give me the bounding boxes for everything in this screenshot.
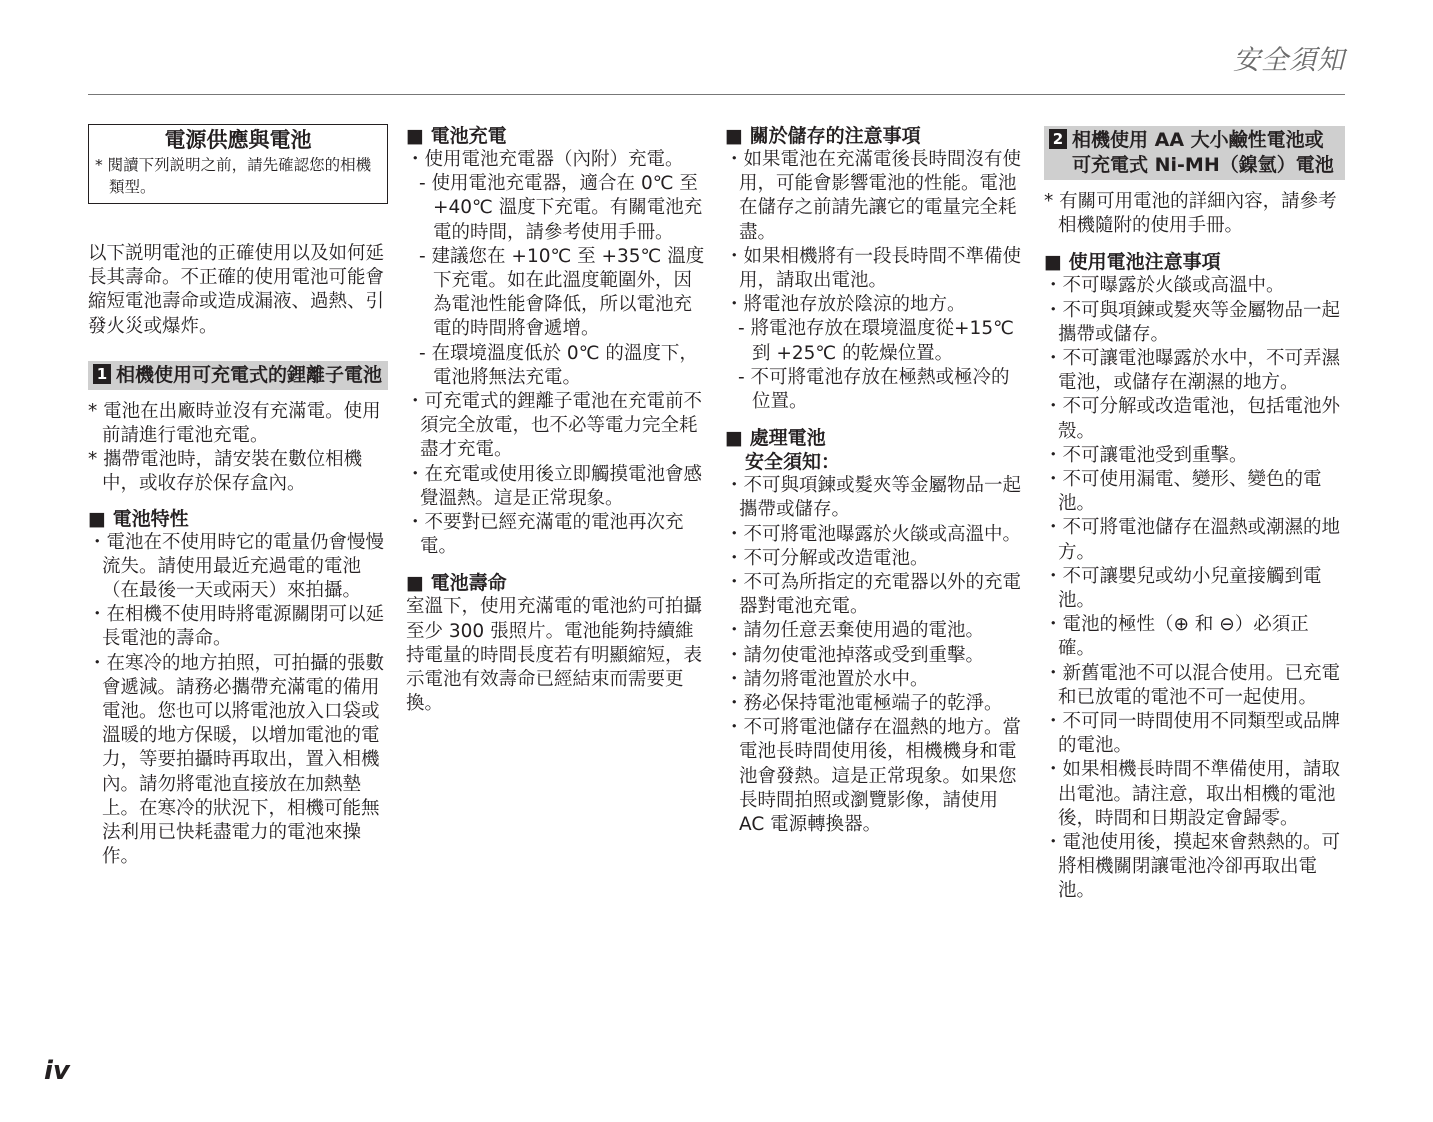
column-3 [725,124,1025,837]
bullet-item: ・請勿將電池置於水中。 [725,668,929,690]
bullet-item: ・不可分解或改造電池。 [725,547,929,569]
subsection-band-1 [88,361,388,390]
subsection-title: 相機使用可充電式的鋰離子電池 [116,363,383,386]
bullet-item: ・在充電或使用後立即觸摸電池會感覺溫熱。這是正常現象。 [406,463,703,509]
bullet-item: ・不可與項鍊或髮夾等金屬物品一起攜帶或儲存。 [1044,299,1341,345]
subheading-safety: 安全須知： [745,451,841,474]
bullet-item: ・可充電式的鋰離子電池在充電前不須完全放電，也不必等電力完全耗盡才充電。 [406,391,703,461]
bullet-item: ・不可讓電池受到重擊。 [1044,444,1248,466]
intro-paragraph: 以下説明電池的正確使用以及如何延長其壽命。不正確的使用電池可能會縮短電池壽命或造成漏液、過熱、引發火災或爆炸。 [88,243,385,337]
dash-item: - 在環境溫度低於 0℃ 的溫度下，電池將無法充電。 [419,342,698,388]
note-item: * 有關可用電池的詳細內容，請參考相機隨附的使用手冊。 [1044,191,1337,237]
dash-item: - 將電池存放在環境溫度從+15℃ 到 +25℃ 的乾燥位置。 [738,318,1014,364]
subsection-title: 相機使用 AA 大小鹼性電池或可充電式 Ni-MH（鎳氫）電池 [1072,129,1334,176]
bullet-item: ・不可同一時間使用不同類型或品牌的電池。 [1044,711,1341,757]
bullet-item: ・電池的極性（⊕ 和 ⊖）必須正確。 [1044,614,1309,660]
section-title: 電源供應與電池 [164,128,312,152]
column-4 [1044,124,1345,904]
subsection-number-badge: 2 [1049,129,1067,149]
page-header-title: 安全須知 [1233,45,1345,76]
heading-battery-life: ■ 電池壽命 [406,572,507,595]
page-number: iv [44,1056,70,1086]
dash-item: - 不可將電池存放在極熱或極冷的位置。 [738,366,1010,413]
dash-item: - 使用電池充電器，適合在 0℃ 至 +40℃ 溫度下充電。有關電池充電的時間，請參考使用手冊。 [419,173,703,243]
bullet-item: ・不可將電池儲存在溫熱的地方。當電池長時間使用後，相機機身和電池會發熱。這是正常現象。如果您長時間拍照或瀏覽影像，請使用 AC 電源轉換器。 [725,717,1022,836]
bullet-item: ・不可分解或改造電池，包括電池外殼。 [1044,396,1341,442]
bullet-item: ・電池使用後，摸起來會熱熱的。可將相機關閉讓電池冷卻再取出電池。 [1044,832,1341,902]
heading-battery-traits: ■ 電池特性 [88,507,189,530]
subsection-number-badge: 1 [93,364,111,384]
bullet-item: ・如果相機長時間不準備使用，請取出電池。請注意，取出相機的電池後，時間和日期設定會歸零。 [1044,759,1341,829]
bullet-item: ・請勿任意丟棄使用過的電池。 [725,620,985,642]
heading-battery-handling: ■ 處理電池 [725,427,826,450]
bullet-item: ・不可讓嬰兒或幼小兒童接觸到電池。 [1044,565,1322,612]
bullet-item: ・務必保持電池電極端子的乾淨。 [725,693,1003,715]
bullet-item: ・不可使用漏電、變形、變色的電池。 [1044,469,1322,515]
bullet-item: ・請勿使電池掉落或受到重擊。 [725,644,985,666]
bullet-item: ・使用電池充電器（內附）充電。 [406,149,684,170]
bullet-item: ・不要對已經充滿電的電池再次充電。 [406,512,684,558]
header-rule [88,94,1345,95]
bullet-item: ・如果電池在充滿電後長時間沒有使用，可能會影響電池的性能。電池在儲存之前請先讓它的電量完全耗盡。 [725,149,1022,243]
note-item: * 電池在出廠時並沒有充滿電。使用前請進行電池充電。 [88,400,381,447]
bullet-item: ・在寒冷的地方拍照，可拍攝的張數會遞減。請務必攜帶充滿電的備用電池。您也可以將電池放入口袋或溫暖的地方保暖，以增加電池的電力，等要拍攝時再取出，置入相機內。請勿將電池直接放在加熱墊上。在寒冷的狀況下，相機可能無法利用已快耗盡電力的電池來操作。 [88,652,385,868]
bullet-item: ・在相機不使用時將電源關閉可以延長電池的壽命。 [88,604,385,650]
bullet-item: ・不可為所指定的充電器以外的充電器對電池充電。 [725,572,1022,618]
dash-item: - 建議您在 +10℃ 至 +35℃ 溫度下充電。如在此溫度範圍外，因為電池性能會降低，所以電池充電的時間將會遞增。 [419,245,705,340]
bullet-item: ・電池在不使用時它的電量仍會慢慢流失。請使用最近充過電的電池（在最後一天或兩天）來拍攝。 [88,531,385,602]
column-2 [406,124,708,716]
battery-life-paragraph: 室溫下，使用充滿電的電池約可拍攝至少 300 張照片。電池能夠持續維持電量的時間長度若有明顯縮短，表示電池有效壽命已經結束而需要更換。 [406,596,703,715]
section-title-note: * 閱讀下列説明之前，請先確認您的相機類型。 [95,156,372,196]
note-item: * 攜帶電池時，請安裝在數位相機中，或收存於保存盒內。 [88,449,363,495]
section-title-box [88,124,388,204]
bullet-item: ・不可與項鍊或髮夾等金屬物品一起攜帶或儲存。 [725,475,1022,521]
column-1 [88,124,388,869]
bullet-item: ・不可將電池儲存在溫熱或潮濕的地方。 [1044,517,1341,563]
bullet-item: ・不可將電池曝露於火燄或高溫中。 [725,523,1022,545]
heading-usage-cautions: ■ 使用電池注意事項 [1044,251,1221,274]
bullet-item: ・不可讓電池曝露於水中，不可弄濕電池，或儲存在潮濕的地方。 [1044,348,1341,394]
bullet-item: ・新舊電池不可以混合使用。已充電和已放電的電池不可一起使用。 [1044,662,1341,708]
heading-storage-notes: ■ 關於儲存的注意事項 [725,125,921,147]
heading-battery-charging: ■ 電池充電 [406,125,507,147]
bullet-item: ・將電池存放於陰涼的地方。 [725,294,966,316]
subsection-band-2 [1044,126,1345,180]
bullet-item: ・不可曝露於火燄或高溫中。 [1044,275,1285,297]
bullet-item: ・如果相機將有一段長時間不準備使用，請取出電池。 [725,245,1022,292]
